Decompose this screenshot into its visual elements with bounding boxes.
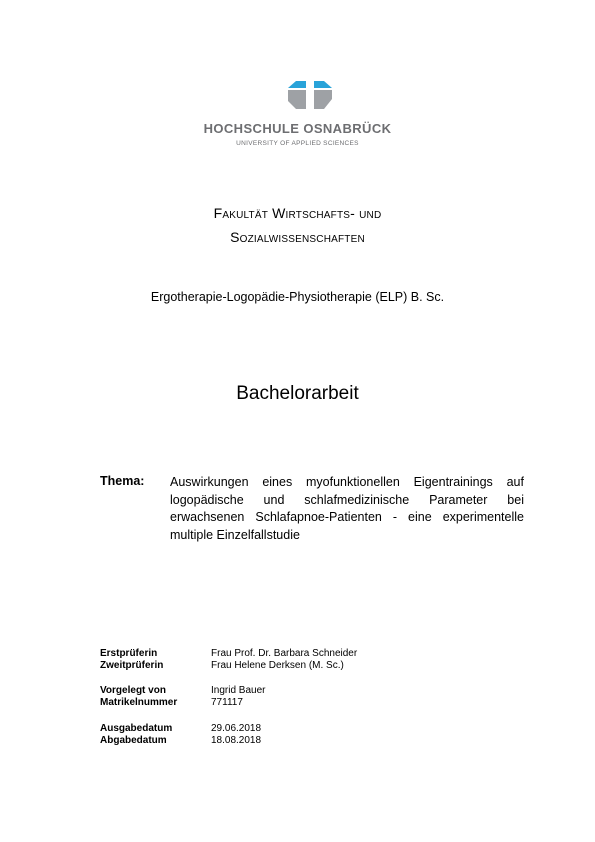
detail-row-abgabedatum <box>100 735 500 747</box>
detail-value: Frau Helene Derksen (M. Sc.) <box>211 660 344 671</box>
faculty-line-1: Fakultät Wirtschafts- und <box>213 205 382 221</box>
document-type: Bachelorarbeit <box>236 383 359 404</box>
detail-label: Zweitprüferin <box>100 660 164 671</box>
detail-label: Ausgabedatum <box>100 723 173 734</box>
faculty-line-2: Sozialwissenschaften <box>230 229 365 245</box>
university-subtitle: UNIVERSITY OF APPLIED SCIENCES <box>236 140 359 147</box>
detail-value: 771117 <box>211 697 243 708</box>
detail-label: Abgabedatum <box>100 735 167 746</box>
detail-label: Matrikelnummer <box>100 697 178 708</box>
detail-row-zweitpruferin <box>100 660 500 672</box>
detail-row-ausgabedatum <box>100 723 500 735</box>
detail-label: Vorgelegt von <box>100 685 166 696</box>
detail-row-matrikelnummer <box>100 697 500 709</box>
detail-value: Frau Prof. Dr. Barbara Schneider <box>211 648 358 659</box>
study-program: Ergotherapie-Logopädie-Physiotherapie (ELP) B. Sc. <box>150 290 445 304</box>
detail-row-vorgelegt-von <box>100 685 500 697</box>
hochschule-osnabrueck-logo-icon <box>284 79 338 111</box>
detail-value: Ingrid Bauer <box>211 685 266 696</box>
university-name: HOCHSCHULE OSNABRÜCK <box>203 121 392 136</box>
thema-label: Thema: <box>100 474 145 488</box>
detail-value: 29.06.2018 <box>211 723 262 734</box>
detail-value: 18.08.2018 <box>211 735 262 746</box>
thema-text: Auswirkungen eines myofunktionellen Eigentrainings auf logopädische und schlafmedizinische Parameter bei erwachsenen Schlafapnoe-Patienten - eine experimentelle multiple Einzelfallstudie <box>170 475 524 542</box>
detail-row-erstpruferin <box>100 648 500 660</box>
detail-label: Erstprüferin <box>100 648 158 659</box>
